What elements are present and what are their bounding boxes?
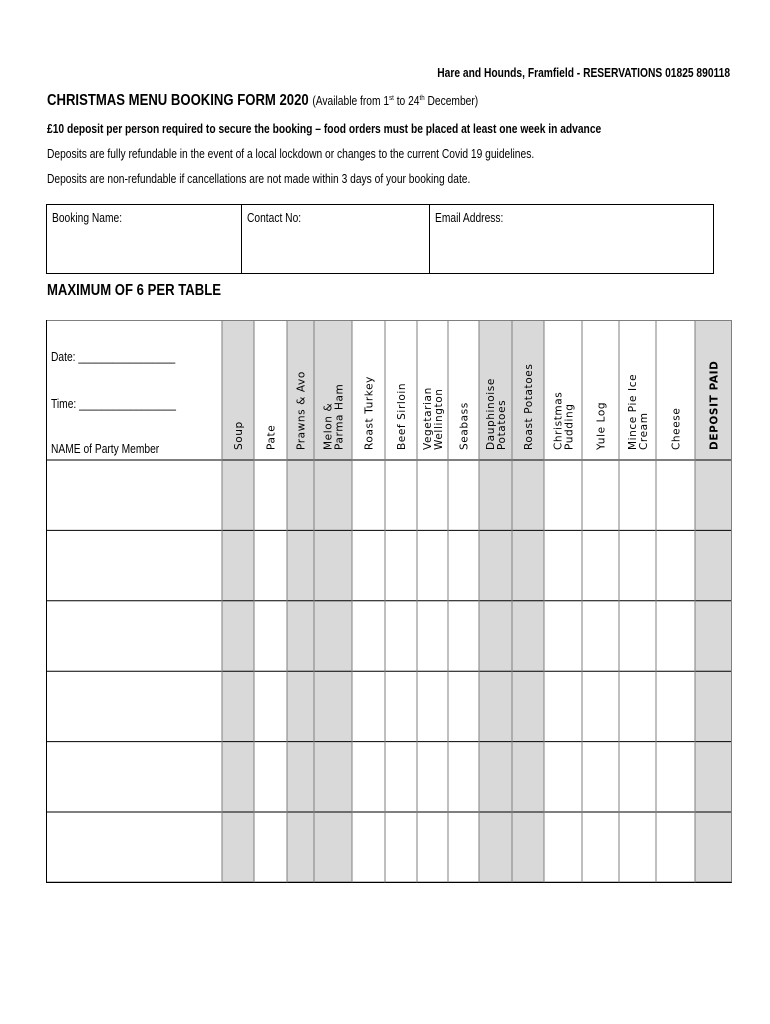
order-cell[interactable] — [696, 743, 731, 811]
order-cell[interactable] — [449, 743, 478, 811]
order-cell[interactable] — [449, 672, 478, 740]
order-cell[interactable] — [353, 813, 384, 881]
column-header-2-line-0: Prawns & Avo — [295, 371, 308, 450]
order-cell[interactable] — [480, 602, 511, 670]
order-cell[interactable] — [223, 813, 253, 881]
order-cell[interactable] — [657, 813, 694, 881]
order-cell[interactable] — [315, 461, 351, 529]
column-header-0-line-0: Soup — [233, 421, 245, 450]
order-cell[interactable] — [288, 813, 313, 881]
contact-number-field[interactable] — [242, 205, 430, 273]
party-member-name-cell[interactable] — [47, 813, 221, 881]
column-header-13-line-0: Cheese — [670, 407, 683, 450]
order-cell[interactable] — [255, 743, 286, 811]
order-cell[interactable] — [255, 461, 286, 529]
order-cell[interactable] — [418, 461, 447, 529]
order-cell[interactable] — [315, 531, 351, 599]
order-cell[interactable] — [583, 531, 618, 599]
column-header-4-line-0: Roast Turkey — [363, 376, 376, 450]
column-header-8-line-0: Dauphinoise — [485, 378, 497, 450]
column-header-12-line-1: Cream — [638, 412, 650, 450]
contact-number-label: Contact No: — [247, 211, 302, 225]
order-cell[interactable] — [353, 461, 384, 529]
order-cell[interactable] — [223, 672, 253, 740]
form-title — [47, 92, 478, 110]
party-member-name-cell[interactable] — [47, 461, 221, 529]
order-cell[interactable] — [583, 672, 618, 740]
menu-order-table — [46, 320, 734, 889]
order-cell[interactable] — [315, 813, 351, 881]
column-header-10-line-1: Pudding — [563, 403, 576, 450]
order-cell[interactable] — [480, 813, 511, 881]
order-cell[interactable] — [545, 813, 581, 881]
order-cell[interactable] — [657, 602, 694, 670]
order-cell[interactable] — [288, 602, 313, 670]
order-cell[interactable] — [620, 461, 655, 529]
refund-policy-cancellation: Deposits are non-refundable if cancellations are not made within 3 days of your booking date. — [47, 172, 471, 186]
order-cell[interactable] — [480, 461, 511, 529]
order-cell[interactable] — [288, 461, 313, 529]
column-header-3-line-0: Melon & — [322, 402, 335, 450]
order-cell[interactable] — [353, 743, 384, 811]
order-cell[interactable] — [418, 602, 447, 670]
party-member-name-cell[interactable] — [47, 672, 221, 740]
column-header-11-line-0: Yule Log — [595, 401, 608, 450]
order-cell[interactable] — [418, 672, 447, 740]
order-cell[interactable] — [513, 743, 543, 811]
order-cell[interactable] — [545, 672, 581, 740]
order-cell[interactable] — [418, 531, 447, 599]
order-cell[interactable] — [545, 461, 581, 529]
order-cell[interactable] — [513, 531, 543, 599]
order-cell[interactable] — [223, 743, 253, 811]
order-cell[interactable] — [449, 531, 478, 599]
date-label: Date: _________________ — [51, 350, 176, 364]
order-cell[interactable] — [386, 602, 416, 670]
order-cell[interactable] — [353, 531, 384, 599]
column-header-14-line-0: DEPOSIT PAID — [708, 360, 721, 450]
order-cell[interactable] — [315, 743, 351, 811]
party-member-name-cell[interactable] — [47, 531, 221, 599]
order-cell[interactable] — [545, 743, 581, 811]
order-cell[interactable] — [513, 602, 543, 670]
order-cell[interactable] — [223, 461, 253, 529]
order-cell[interactable] — [480, 672, 511, 740]
order-cell[interactable] — [288, 531, 313, 599]
order-cell[interactable] — [657, 672, 694, 740]
order-cell[interactable] — [315, 672, 351, 740]
time-label: Time: _________________ — [51, 397, 177, 411]
email-address-field[interactable] — [430, 205, 714, 273]
order-cell[interactable] — [255, 813, 286, 881]
availability-note: (Available from 1st to 24th December) — [312, 92, 479, 108]
order-cell[interactable] — [386, 743, 416, 811]
order-cell[interactable] — [513, 461, 543, 529]
order-cell[interactable] — [657, 531, 694, 599]
order-cell[interactable] — [449, 602, 478, 670]
order-cell[interactable] — [418, 743, 447, 811]
order-cell[interactable] — [513, 813, 543, 881]
order-cell[interactable] — [418, 813, 447, 881]
deposit-requirement: £10 deposit per person required to secure the booking – food orders must be placed at least one week in advance — [47, 122, 602, 136]
order-cell[interactable] — [620, 531, 655, 599]
order-cell[interactable] — [386, 461, 416, 529]
column-header-1-line-0: Pate — [265, 424, 278, 450]
column-header-12-line-0: Mince Pie Ice — [627, 373, 639, 450]
order-cell[interactable] — [657, 743, 694, 811]
column-header-3-line-1: Parma Ham — [333, 383, 346, 450]
order-cell[interactable] — [353, 602, 384, 670]
order-cell[interactable] — [657, 461, 694, 529]
order-cell[interactable] — [696, 461, 731, 529]
column-header-5-line-0: Beef Sirloin — [396, 382, 408, 450]
order-cell[interactable] — [449, 461, 478, 529]
order-cell[interactable] — [288, 743, 313, 811]
order-cell[interactable] — [315, 602, 351, 670]
order-cell[interactable] — [696, 602, 731, 670]
column-header-6-line-1: Wellington — [433, 388, 445, 450]
order-cell[interactable] — [583, 743, 618, 811]
order-cell[interactable] — [386, 531, 416, 599]
order-cell[interactable] — [255, 602, 286, 670]
order-cell[interactable] — [620, 813, 655, 881]
order-cell[interactable] — [620, 672, 655, 740]
column-header-9-line-0: Roast Potatoes — [523, 363, 535, 450]
order-cell[interactable] — [583, 602, 618, 670]
order-cell[interactable] — [513, 672, 543, 740]
order-cell[interactable] — [223, 531, 253, 599]
column-header-8-line-1: Potatoes — [496, 399, 508, 450]
order-cell[interactable] — [386, 813, 416, 881]
booking-name-label: Booking Name: — [52, 211, 123, 225]
email-address-label: Email Address: — [435, 211, 504, 225]
order-cell[interactable] — [583, 813, 618, 881]
order-cell[interactable] — [255, 672, 286, 740]
column-header-7-line-0: Seabass — [458, 402, 471, 450]
form-title-main: CHRISTMAS MENU BOOKING FORM 2020 — [47, 92, 309, 109]
venue-reservations-line: Hare and Hounds, Framfield - RESERVATIONS 01825 890118 — [437, 66, 730, 80]
refund-policy-lockdown: Deposits are fully refundable in the event of a local lockdown or changes to the current Covid 19 guidelines. — [47, 147, 535, 161]
order-cell[interactable] — [480, 531, 511, 599]
order-cell[interactable] — [449, 813, 478, 881]
booking-details-box — [46, 204, 714, 274]
order-cell[interactable] — [583, 461, 618, 529]
party-member-name-label: NAME of Party Member — [51, 442, 160, 456]
order-cell[interactable] — [620, 602, 655, 670]
order-cell[interactable] — [223, 602, 253, 670]
party-member-name-cell[interactable] — [47, 602, 221, 670]
order-cell[interactable] — [386, 672, 416, 740]
order-cell[interactable] — [353, 672, 384, 740]
booking-name-field[interactable] — [47, 205, 242, 273]
party-member-name-cell[interactable] — [47, 743, 221, 811]
order-cell[interactable] — [480, 743, 511, 811]
order-cell[interactable] — [620, 743, 655, 811]
order-cell[interactable] — [545, 602, 581, 670]
order-cell[interactable] — [255, 531, 286, 599]
order-cell[interactable] — [545, 531, 581, 599]
order-cell[interactable] — [288, 672, 313, 740]
max-per-table-heading: MAXIMUM OF 6 PER TABLE — [47, 282, 221, 299]
order-cell[interactable] — [696, 813, 731, 881]
order-cell[interactable] — [696, 531, 731, 599]
column-header-6-line-0: Vegetarian — [422, 387, 434, 450]
column-header-10-line-0: Christmas — [552, 391, 565, 450]
order-cell[interactable] — [696, 672, 731, 740]
